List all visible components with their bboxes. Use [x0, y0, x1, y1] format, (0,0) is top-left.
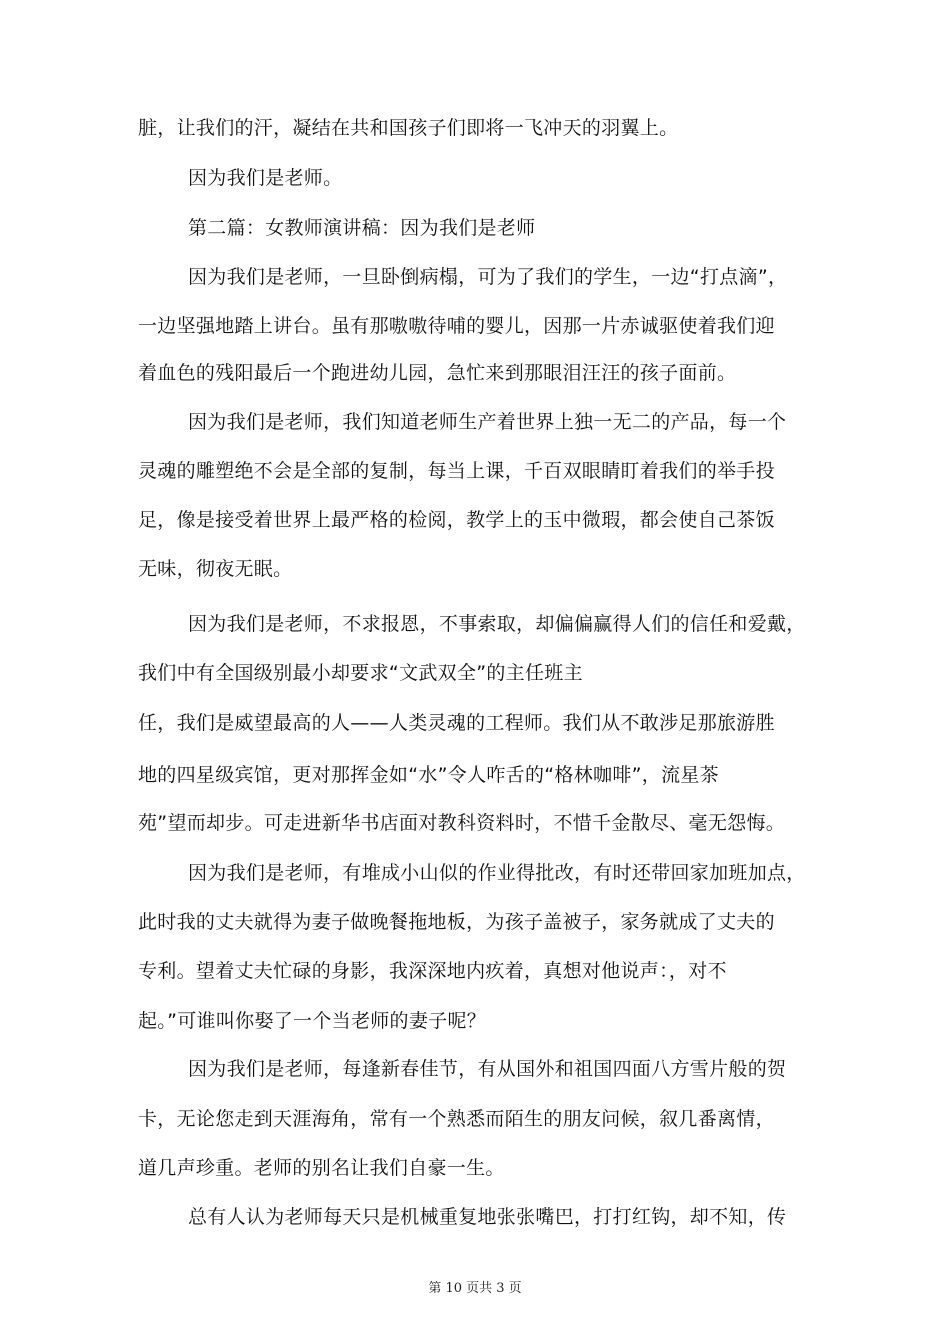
text-line: 专利。望着丈夫忙碌的身影，我深深地内疚着，真想对他说声：，对不	[138, 960, 727, 982]
text-line: 因为我们是老师，有堆成小山似的作业得批改，有时还带回家加班加点，	[188, 862, 806, 884]
text-line: 苑”望而却步。可走进新华书店面对教科资料时，不惜千金散尽、毫无怨悔。	[138, 812, 786, 834]
text-line: 因为我们是老师，一旦卧倒病榻，可为了我们的学生，一边“打点滴”，	[188, 266, 788, 288]
text-line: 因为我们是老师。	[188, 167, 343, 189]
text-line: 起。”可谁叫你娶了一个当老师的妻子呢？	[138, 1010, 487, 1032]
text-line: 总有人认为老师每天只是机械重复地张张嘴巴，打打红钩，却不知，传	[188, 1206, 787, 1228]
text-line: 一边坚强地踏上讲台。虽有那嗷嗷待哺的婴儿，因那一片赤诚驱使着我们迎	[138, 315, 775, 337]
text-line: 卡，无论您走到天涯海角，常有一个熟悉而陌生的朋友问候，叙几番离情，	[138, 1108, 775, 1130]
text-line: 任，我们是威望最高的人——人类灵魂的工程师。我们从不敢涉足那旅游胜	[138, 712, 775, 734]
text-line: 着血色的残阳最后一个跑进幼儿园，急忙来到那眼泪汪汪的孩子面前。	[138, 362, 737, 384]
text-line: 无味，彻夜无眠。	[138, 558, 293, 580]
text-line: 灵魂的雕塑绝不会是全部的复制，每当上课，千百双眼睛盯着我们的举手投	[138, 460, 775, 482]
text-line: 此时我的丈夫就得为妻子做晚餐拖地板，为孩子盖被子，家务就成了丈夫的	[138, 911, 775, 933]
text-line: 因为我们是老师，每逢新春佳节，有从国外和祖国四面八方雪片般的贺	[188, 1058, 787, 1080]
text-line: 我们中有全国级别最小却要求“文武双全”的主任班主	[138, 662, 583, 684]
text-line: 道几声珍重。老师的别名让我们自豪一生。	[138, 1157, 505, 1179]
text-line: 因为我们是老师，我们知道老师生产着世界上独一无二的产品，每一个	[188, 411, 787, 433]
page-number-footer: 第 10 页共 3 页	[428, 1281, 522, 1296]
text-line: 地的四星级宾馆，更对那挥金如“水”令人咋舌的“格林咖啡”，流星茶	[138, 764, 719, 786]
text-line: 因为我们是老师，不求报恩，不事索取，却偏偏赢得人们的信任和爱戴，	[188, 613, 806, 635]
text-line: 脏，让我们的汗，凝结在共和国孩子们即将一飞冲天的羽翼上。	[138, 117, 679, 139]
text-line: 足，像是接受着世界上最严格的检阅，教学上的玉中微瑕，都会使自己茶饭	[138, 509, 775, 531]
section-heading: 第二篇：女教师演讲稿：因为我们是老师	[188, 217, 536, 239]
